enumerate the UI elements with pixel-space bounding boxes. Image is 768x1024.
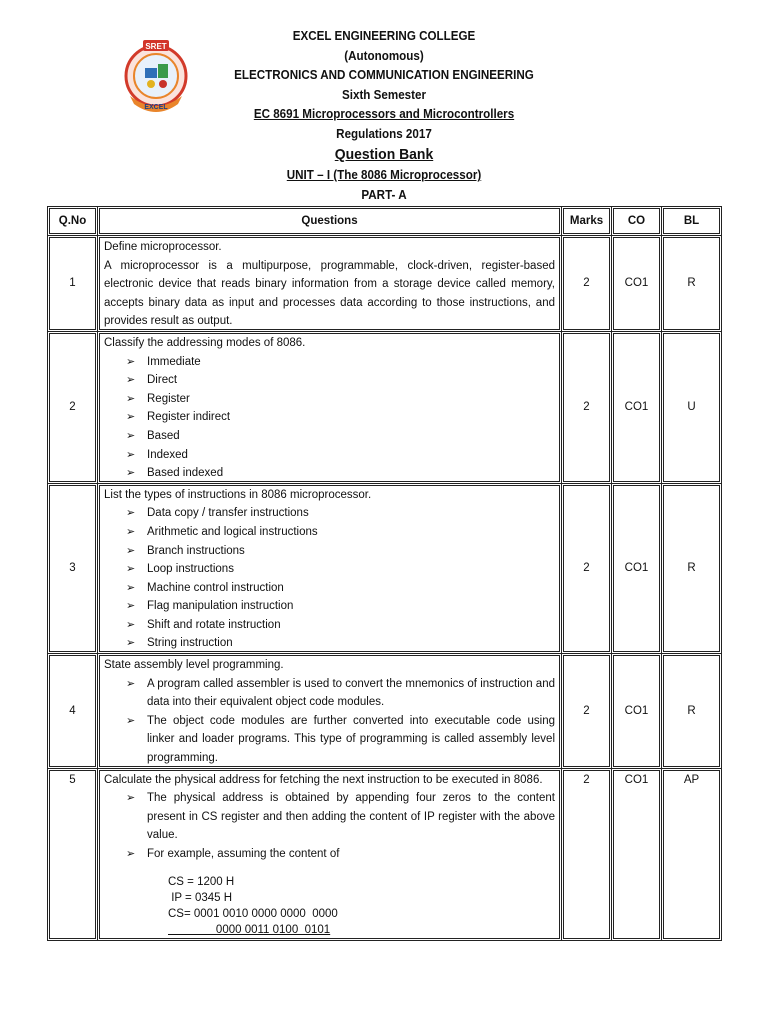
- bullet-list: [104, 675, 555, 768]
- question-cell: [98, 236, 562, 332]
- bl-cell: R: [662, 236, 722, 332]
- list-item: ➢ Indexed: [126, 446, 555, 465]
- part-title: PART- A: [361, 187, 407, 202]
- qno-cell: 3: [48, 483, 98, 653]
- question-text: State assembly level programming.: [104, 659, 284, 672]
- semester: Sixth Semester: [341, 87, 426, 102]
- marks-cell: 2: [562, 483, 612, 653]
- co-cell: CO1: [612, 331, 662, 483]
- list-item: ➢ Register: [126, 390, 555, 409]
- bl-cell: R: [662, 654, 722, 769]
- list-item: ➢ Branch instructions: [126, 542, 555, 561]
- table-row: [48, 236, 722, 332]
- marks-cell: 2: [562, 768, 612, 940]
- list-item: ➢ Flag manipulation instruction: [126, 597, 555, 616]
- course-title: EC 8691 Microprocessors and Microcontrollers: [253, 107, 515, 121]
- question-text: Define microprocessor.: [104, 241, 222, 253]
- document-header: [150, 27, 618, 205]
- qno-cell: 5: [48, 768, 98, 940]
- question-cell: [98, 331, 562, 483]
- table-row: [48, 331, 722, 483]
- list-item: ➢ Register indirect: [126, 408, 555, 427]
- question-cell: [98, 654, 562, 769]
- list-item: ➢ Shift and rotate instruction: [126, 616, 555, 635]
- answer-text: A microprocessor is a multipurpose, programmable, clock-driven, register-based electronic device that reads binary information from a storage device called memory, accepts binary data as input and processes data according to those instructions, and provides result as output.: [104, 259, 555, 328]
- calc-line: IP = 0345 H: [168, 891, 233, 904]
- header-co: CO: [612, 207, 662, 236]
- calc-line: CS = 1200 H: [168, 875, 235, 888]
- list-item: ➢ The object code modules are further converted into executable code using linker and loader programs. This type of programming is called assembly level programming.: [126, 712, 555, 768]
- table-row: [48, 654, 722, 769]
- header-marks: Marks: [562, 207, 612, 236]
- marks-cell: 2: [562, 331, 612, 483]
- co-cell: CO1: [612, 483, 662, 653]
- page-title: Question Bank: [334, 146, 434, 163]
- question-text: List the types of instructions in 8086 microprocessor.: [104, 488, 372, 501]
- logo-top-text: SRET: [145, 42, 167, 51]
- qno-cell: 1: [48, 236, 98, 332]
- bullet-list: [104, 789, 555, 863]
- list-item: ➢ The physical address is obtained by appending four zeros to the content present in CS register and then adding the content of IP register with the above value.: [126, 789, 555, 845]
- bl-cell: R: [662, 483, 722, 653]
- header-questions: Questions: [98, 207, 562, 236]
- question-cell: [98, 768, 562, 940]
- calc-line: CS= 0001 0010 0000 0000 0000: [168, 907, 338, 920]
- list-item: ➢ Based indexed: [126, 464, 555, 483]
- question-text: Classify the addressing modes of 8086.: [104, 336, 306, 349]
- bl-cell: AP: [662, 768, 722, 940]
- college-name: EXCEL ENGINEERING COLLEGE: [292, 29, 476, 43]
- table-header-row: [48, 207, 722, 236]
- question-text: Calculate the physical address for fetching the next instruction to be executed in 8086.: [104, 773, 543, 786]
- header-qno: Q.No: [48, 207, 98, 236]
- list-item: ➢ Loop instructions: [126, 560, 555, 579]
- list-item: ➢ Machine control instruction: [126, 579, 555, 598]
- marks-cell: 2: [562, 654, 612, 769]
- bullet-list: [104, 504, 555, 653]
- qno-cell: 4: [48, 654, 98, 769]
- calc-line: 0000 0011 0100 0101: [168, 923, 331, 936]
- list-item: ➢ Arithmetic and logical instructions: [126, 523, 555, 542]
- department-name: ELECTRONICS AND COMMUNICATION ENGINEERING: [234, 68, 534, 82]
- list-item: ➢ For example, assuming the content of: [126, 845, 555, 864]
- list-item: ➢ Based: [126, 427, 555, 446]
- question-table: [47, 206, 722, 941]
- marks-cell: 2: [562, 236, 612, 332]
- list-item: ➢ Data copy / transfer instructions: [126, 504, 555, 523]
- header-bl: BL: [662, 207, 722, 236]
- list-item: ➢ A program called assembler is used to convert the mnemonics of instruction and data into their equivalent object code modules.: [126, 675, 555, 712]
- co-cell: CO1: [612, 654, 662, 769]
- co-cell: CO1: [612, 236, 662, 332]
- co-cell: CO1: [612, 768, 662, 940]
- table-row: [48, 483, 722, 653]
- unit-title: UNIT – I (The 8086 Microprocessor): [286, 168, 482, 182]
- list-item: ➢ Immediate: [126, 353, 555, 372]
- question-cell: [98, 483, 562, 653]
- qno-cell: 2: [48, 331, 98, 483]
- list-item: ➢ String instruction: [126, 634, 555, 653]
- bullet-list: [104, 353, 555, 483]
- calculation-block: [104, 874, 555, 938]
- table-row: [48, 768, 722, 940]
- bl-cell: U: [662, 331, 722, 483]
- logo-bottom-text: EXCEL: [144, 104, 168, 111]
- list-item: ➢ Direct: [126, 371, 555, 390]
- regulations: Regulations 2017: [336, 126, 432, 141]
- college-status: (Autonomous): [344, 48, 424, 63]
